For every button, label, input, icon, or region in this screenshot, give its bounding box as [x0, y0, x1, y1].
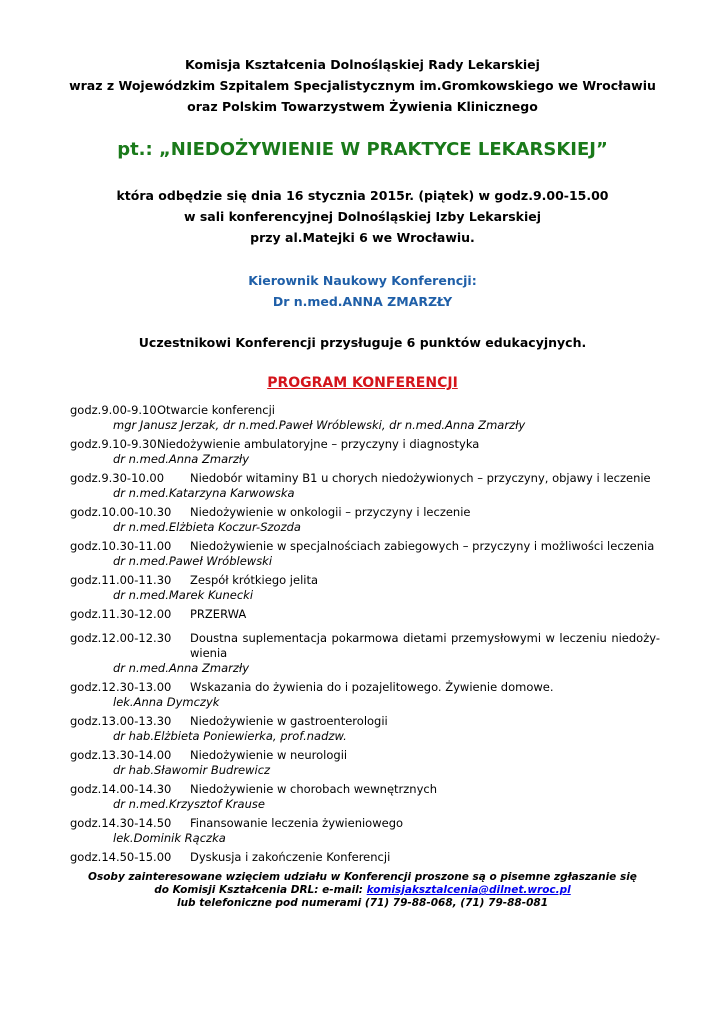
agenda-topic: Niedożywienie w neurologii [190, 748, 348, 762]
agenda-speaker: dr n.med.Krzysztof Krause [113, 797, 265, 811]
details-address: przy al.Matejki 6 we Wrocławiu. [250, 230, 475, 245]
agenda-item [70, 816, 660, 846]
footer-email-prefix: do Komisji Kształcenia DRL: e-mail: [154, 884, 367, 896]
agenda-item [70, 437, 660, 467]
agenda-item [70, 505, 660, 535]
details-venue: w sali konferencyjnej Dolnośląskiej Izby Lekarskiej [183, 209, 542, 224]
agenda-time: godz.14.50-15.00 [70, 850, 172, 864]
agenda-speaker: mgr Janusz Jerzak, dr n.med.Paweł Wróblewski, dr n.med.Anna Zmarzły [113, 418, 526, 432]
agenda-time: godz.9.00-9.10 [70, 403, 157, 417]
agenda-topic: Otwarcie konferencji [157, 403, 275, 417]
agenda-topic: Finansowanie leczenia żywieniowego [190, 816, 404, 830]
scientific-lead-label: Kierownik Naukowy Konferencji: [248, 273, 477, 288]
email-link[interactable]: komisjaksztalcenia@dilnet.wroc.pl [366, 884, 571, 896]
agenda-time: godz.14.00-14.30 [70, 782, 172, 796]
points-note: Uczestnikowi Konferencji przysługuje 6 punktów edukacyjnych. [138, 335, 587, 350]
agenda-item [70, 539, 660, 569]
agenda-topic: Niedożywienie ambulatoryjne – przyczyny i diagnostyka [157, 437, 480, 451]
agenda-speaker: dr n.med.Anna Zmarzły [113, 452, 250, 466]
agenda-topic: Niedożywienie w chorobach wewnętrznych [190, 782, 438, 796]
agenda-item [70, 748, 660, 778]
agenda-item [70, 631, 660, 676]
organizer-line-3: oraz Polskim Towarzystwem Żywienia Klinicznego [187, 99, 538, 114]
agenda-item [70, 714, 660, 744]
agenda-time: godz.9.30-10.00 [70, 471, 165, 485]
conference-details [0, 185, 725, 248]
agenda-topic: Niedożywienie w specjalnościach zabiegowych – przyczyny i możliwości leczenia [190, 539, 655, 553]
agenda-time: godz.12.30-13.00 [70, 680, 172, 694]
agenda-time: godz.11.30-12.00 [70, 607, 172, 621]
agenda-speaker: dr hab.Sławomir Budrewicz [113, 763, 271, 777]
agenda-item [70, 680, 660, 710]
footer-line-1: Osoby zainteresowane wzięciem udziału w Konferencji proszone są o pisemne zgłaszanie się [88, 871, 637, 883]
agenda-time: godz.13.00-13.30 [70, 714, 172, 728]
agenda-speaker: dr n.med.Marek Kunecki [113, 588, 254, 602]
agenda-item [70, 850, 660, 865]
agenda-speaker: lek.Dominik Rączka [113, 831, 226, 845]
agenda-time: godz.10.00-10.30 [70, 505, 172, 519]
agenda-time: godz.13.30-14.00 [70, 748, 172, 762]
agenda-topic: Niedożywienie w onkologii – przyczyny i leczenie [190, 505, 471, 519]
program-title: PROGRAM KONFERENCJI [267, 375, 458, 391]
agenda-item [70, 471, 660, 501]
scientific-lead-name: Dr n.med.ANNA ZMARZŁY [272, 294, 453, 309]
agenda-topic: Doustna suplementacja pokarmowa dietami przemysłowymi w leczeniu niedoży-wienia [190, 631, 660, 660]
details-date: która odbędzie się dnia 16 stycznia 2015r. (piątek) w godz.9.00-15.00 [116, 188, 609, 203]
agenda-item [70, 573, 660, 603]
footer-line-2 [0, 884, 725, 897]
agenda-time: godz.12.00-12.30 [70, 631, 172, 645]
scientific-lead [0, 270, 725, 312]
agenda-speaker: dr hab.Elżbieta Poniewierka, prof.nadzw. [113, 729, 347, 743]
agenda-speaker: dr n.med.Paweł Wróblewski [113, 554, 273, 568]
agenda-time: godz.11.00-11.30 [70, 573, 172, 587]
agenda-list [70, 403, 660, 869]
agenda-topic: Niedożywienie w gastroenterologii [190, 714, 388, 728]
agenda-speaker: dr n.med.Elżbieta Koczur-Szozda [113, 520, 301, 534]
agenda-item [70, 403, 660, 433]
agenda-item [70, 782, 660, 812]
agenda-topic: Niedobór witaminy B1 u chorych niedożywionych – przyczyny, objawy i leczenie [190, 471, 651, 485]
agenda-time: godz.9.10-9.30 [70, 437, 157, 451]
registration-footer [0, 871, 725, 910]
agenda-time: godz.10.30-11.00 [70, 539, 172, 553]
agenda-time: godz.14.30-14.50 [70, 816, 172, 830]
agenda-topic: Wskazania do żywienia do i pozajelitowego. Żywienie domowe. [190, 680, 554, 694]
agenda-item [70, 607, 660, 622]
footer-line-3: lub telefoniczne pod numerami (71) 79-88-068, (71) 79-88-081 [176, 897, 548, 909]
organizer-header [0, 54, 725, 117]
conference-title: pt.: „NIEDOŻYWIENIE W PRAKTYCE LEKARSKIEJ” [117, 139, 608, 160]
organizer-line-1: Komisja Kształcenia Dolnośląskiej Rady Lekarskiej [185, 57, 540, 72]
agenda-topic: Zespół krótkiego jelita [190, 573, 319, 587]
agenda-speaker: dr n.med.Katarzyna Karwowska [113, 486, 295, 500]
agenda-topic: PRZERWA [190, 607, 247, 621]
organizer-line-2: wraz z Wojewódzkim Szpitalem Specjalistycznym im.Gromkowskiego we Wrocławiu [69, 78, 656, 93]
agenda-speaker: dr n.med.Anna Zmarzły [113, 661, 250, 675]
agenda-speaker: lek.Anna Dymczyk [113, 695, 220, 709]
agenda-topic: Dyskusja i zakończenie Konferencji [190, 850, 391, 864]
